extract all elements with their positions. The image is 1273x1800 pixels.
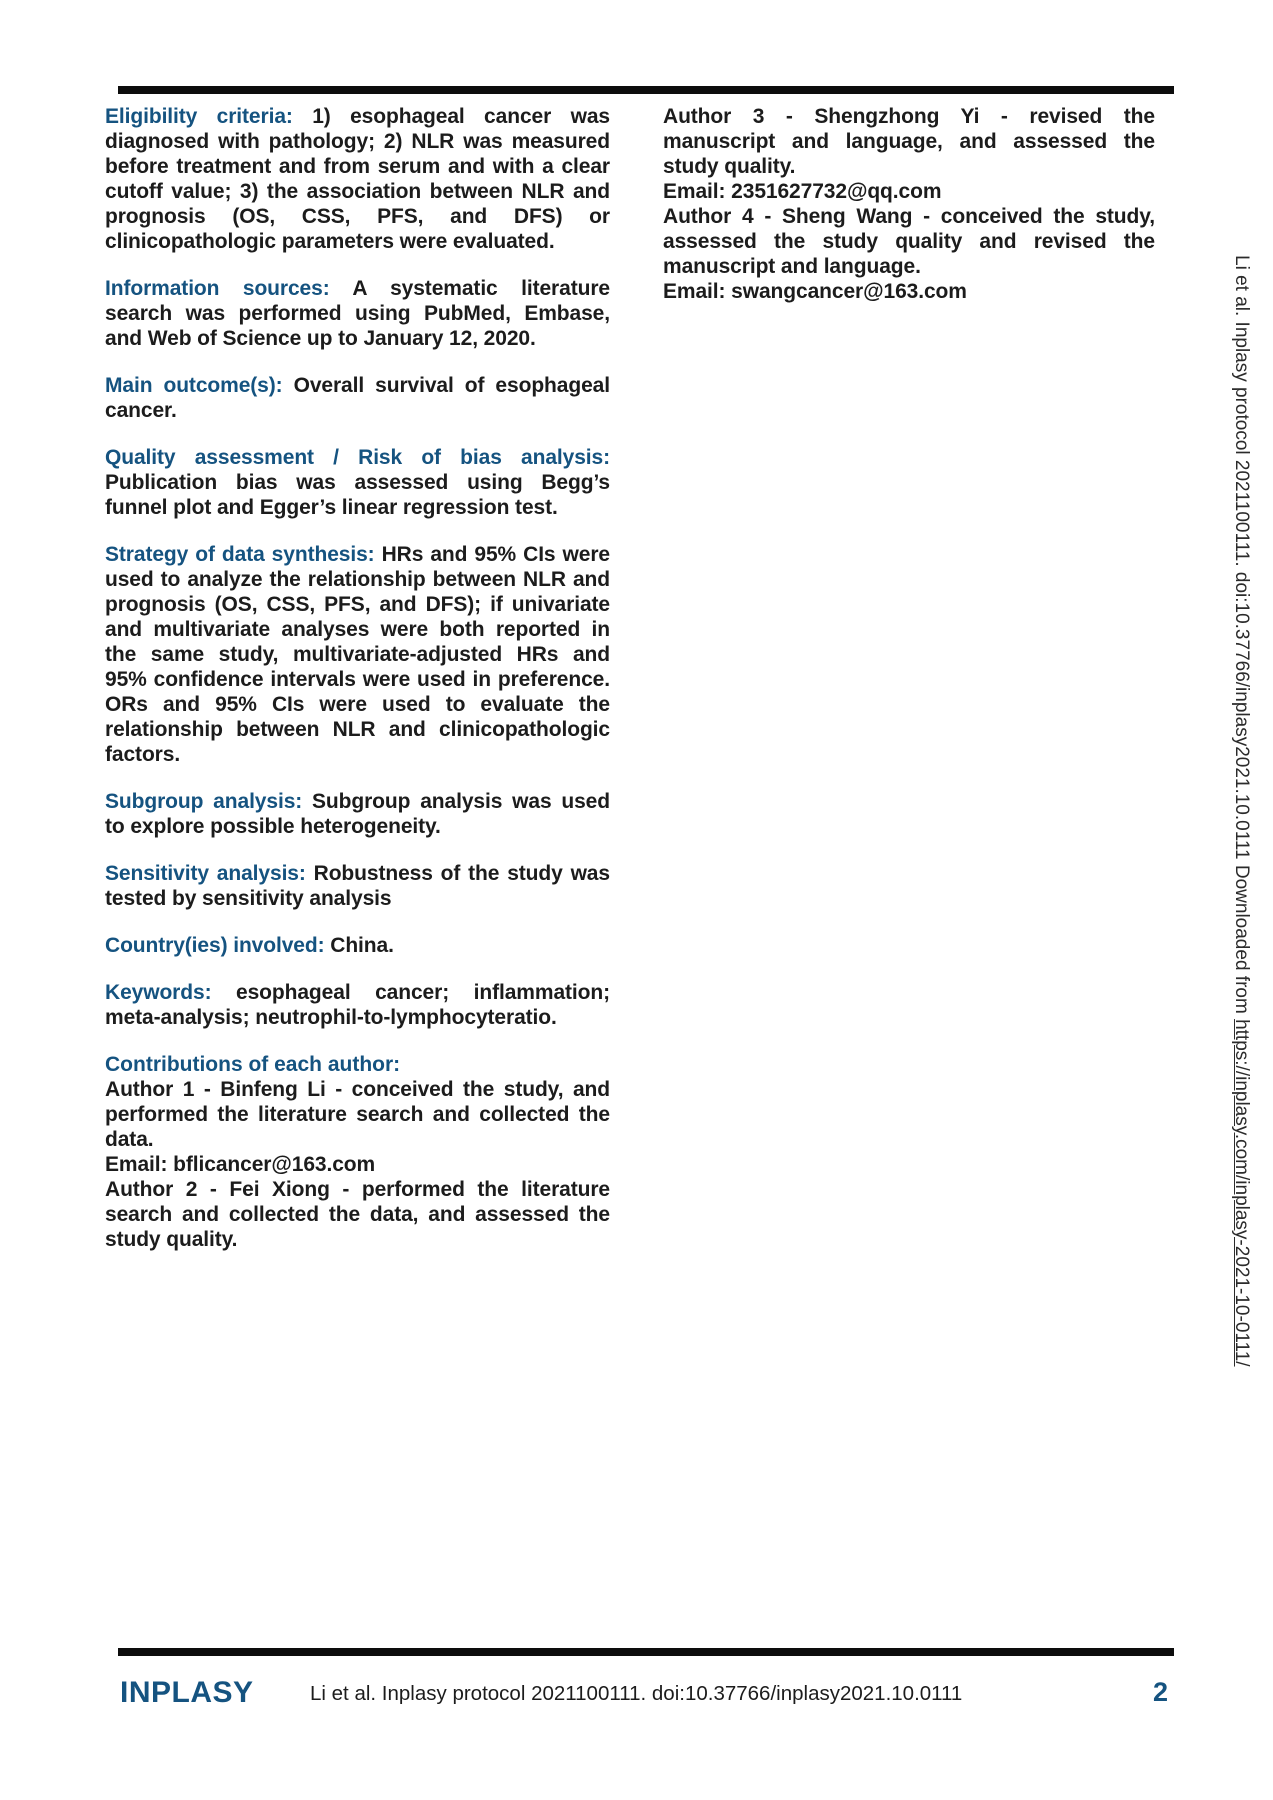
section-title: Subgroup analysis:: [105, 790, 303, 813]
section-information-sources: [105, 276, 610, 351]
sidebar-citation-link[interactable]: https://inplasy.com/inplasy-2021-10-0111/: [1231, 1019, 1252, 1367]
contribution-author-3: Author 3 - Shengzhong Yi - revised the manuscript and language, and assessed the study quality.: [663, 105, 1155, 178]
section-subgroup-analysis: [105, 789, 610, 839]
section-text: Overall survival of esophageal cancer.: [105, 374, 610, 422]
section-countries-involved: [105, 933, 610, 958]
contribution-author-1-email: Email: bflicancer@163.com: [105, 1153, 376, 1176]
contribution-author-1: Author 1 - Binfeng Li - conceived the study, and performed the literature search and collected the data.: [105, 1078, 610, 1151]
section-text: A systematic literature search was performed using PubMed, Embase, and Web of Science up to January 12, 2020.: [105, 277, 610, 350]
footer-rule: [118, 1648, 1174, 1656]
contribution-author-4-email: Email: swangcancer@163.com: [663, 280, 967, 303]
section-title: Strategy of data synthesis:: [105, 543, 375, 566]
section-text: esophageal cancer; inflammation; meta-analysis; neutrophil-to-lymphocyteratio.: [105, 981, 610, 1029]
top-rule: [118, 86, 1174, 94]
page-content: [105, 104, 1155, 1252]
section-main-outcomes: [105, 373, 610, 423]
sidebar-citation-text: Li et al. Inplasy protocol 2021100111. doi:10.37766/inplasy2021.10.0111 Downloaded from: [1231, 255, 1252, 1014]
contribution-author-2: Author 2 - Fei Xiong - performed the literature search and collected the data, and assessed the study quality.: [105, 1178, 610, 1251]
inplasy-logo: INPLASY: [120, 1676, 254, 1709]
section-title: Information sources:: [105, 277, 330, 300]
section-text: 1) esophageal cancer was diagnosed with pathology; 2) NLR was measured before treatment and from serum and with a clear cutoff value; 3) the association between NLR and prognosis (OS, CSS, PFS, and DFS) or clinicopathologic parameters were evaluated.: [105, 105, 610, 253]
right-column: [663, 104, 1155, 1252]
section-quality-assessment: [105, 445, 610, 520]
section-title: Main outcome(s):: [105, 374, 283, 397]
section-keywords: [105, 980, 610, 1030]
section-title: Quality assessment / Risk of bias analysis:: [105, 446, 610, 469]
section-title: Sensitivity analysis:: [105, 862, 306, 885]
section-eligibility-criteria: [105, 104, 610, 254]
contributions-title: Contributions of each author:: [105, 1053, 401, 1076]
page-number: 2: [1152, 1677, 1168, 1707]
section-text: Publication bias was assessed using Begg’s funnel plot and Egger’s linear regression test.: [105, 471, 610, 519]
section-text: Subgroup analysis was used to explore possible heterogeneity.: [105, 790, 610, 838]
section-title: Keywords:: [105, 981, 212, 1004]
section-strategy-of-data-synthesis: [105, 542, 610, 767]
contribution-author-3-email: Email: 2351627732@qq.com: [663, 180, 942, 203]
contribution-author-4: Author 4 - Sheng Wang - conceived the study, assessed the study quality and revised the manuscript and language.: [663, 205, 1155, 278]
section-text: China.: [330, 934, 394, 957]
section-text: Robustness of the study was tested by sensitivity analysis: [105, 862, 610, 910]
left-column: [105, 104, 610, 1252]
section-title: Eligibility criteria:: [105, 105, 293, 128]
section-title: Country(ies) involved:: [105, 934, 325, 957]
section-text: HRs and 95% CIs were used to analyze the relationship between NLR and prognosis (OS, CSS, PFS, and DFS); if univariate and multivariate analyses were both reported in the same study, multivariate-adjusted HRs and 95% confidence intervals were used in preference. ORs and 95% CIs were used to evaluate the relationship between NLR and clinicopathologic factors.: [105, 543, 610, 766]
footer-citation: Li et al. Inplasy protocol 2021100111. doi:10.37766/inplasy2021.10.0111: [310, 1682, 963, 1705]
vertical-citation-sidebar: [1230, 255, 1252, 1367]
section-sensitivity-analysis: [105, 861, 610, 911]
